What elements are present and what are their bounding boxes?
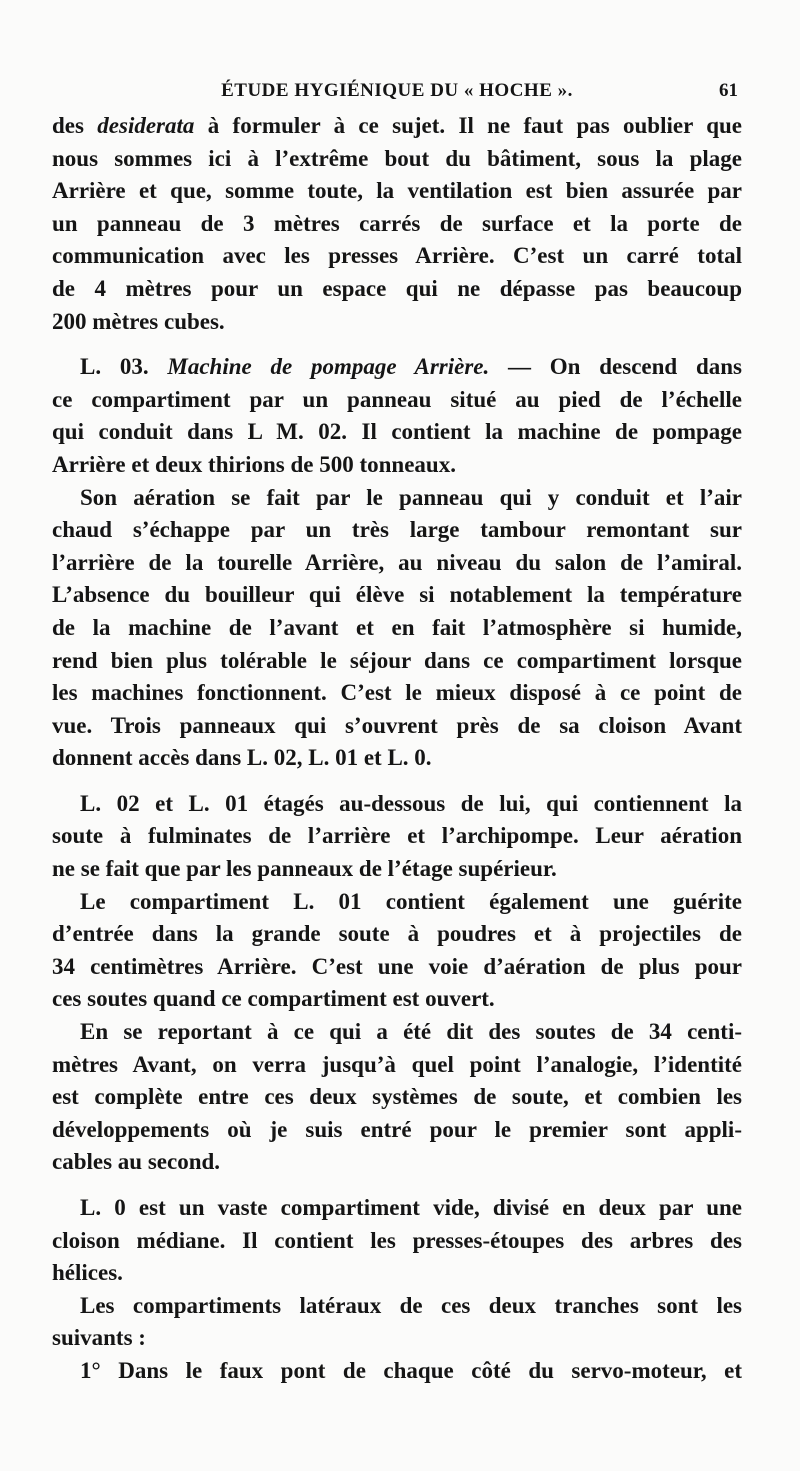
paragraph (52, 788, 742, 886)
text-line: cables au second. (52, 1149, 221, 1175)
text-line: chaud s’échappe par un très large tambour remontant sur (52, 517, 742, 543)
text-line: 200 mètres cubes. (52, 308, 225, 334)
paragraph (52, 886, 742, 1016)
text-line: suivants : (52, 1325, 146, 1351)
paragraph (52, 1355, 742, 1388)
paragraph (52, 110, 742, 338)
text-line: L. 0 est un vaste compartiment vide, divisé en deux par une (80, 1195, 742, 1220)
text-line: 1° Dans le faux pont de chaque côté du servo-moteur, et (80, 1357, 742, 1383)
body-text (52, 110, 742, 1388)
text-line: L. 02 et L. 01 étagés au-dessous de lui, qui contiennent la (80, 790, 742, 816)
text-line: de 4 mètres pour un espace qui ne dépasse pas beaucoup (52, 275, 742, 301)
page-number: 61 (719, 80, 738, 101)
paragraph (52, 482, 742, 775)
text-segment: — On descend dans (489, 354, 742, 380)
text-line: nous sommes ici à l’extrême bout du bâtiment, sous la plage (52, 145, 742, 171)
section-label: L. 03. (80, 354, 168, 380)
text-line: d’entrée dans la grande soute à poudres et à projectiles de (52, 921, 742, 947)
text-line: développements où je suis entré pour le premier sont appli- (52, 1116, 742, 1142)
text-line: L’absence du bouilleur qui élève si notablement la température (52, 582, 742, 608)
text-line: Arrière et deux thirions de 500 tonneaux. (52, 451, 456, 477)
text-line: mètres Avant, on verra jusqu’à quel point l’analogie, l’identité (52, 1051, 742, 1077)
text-line: les machines fonctionnent. C’est le mieux disposé à ce point de (52, 680, 742, 706)
paragraph (52, 1016, 742, 1179)
text-line: ce compartiment par un panneau situé au pied de l’échelle (52, 386, 742, 412)
paragraph (52, 1192, 742, 1290)
text-segment: à formuler à ce sujet. Il ne faut pas oublier que (194, 113, 742, 138)
text-line: ne se fait que par les panneaux de l’étage supérieur. (52, 856, 557, 882)
text-line (52, 351, 742, 384)
text-line: un panneau de 3 mètres carrés de surface et la porte de (52, 210, 742, 236)
text-segment: des (52, 113, 98, 138)
section-title: Machine de pompage Arrière. (167, 354, 490, 380)
text-line: de la machine de l’avant et en fait l’atmosphère si humide, (52, 614, 742, 640)
text-line: soute à fulminates de l’arrière et l’archipompe. Leur aération (52, 823, 742, 849)
text-line: ces soutes quand ce compartiment est ouvert. (52, 986, 495, 1012)
text-line: hélices. (52, 1260, 123, 1286)
text-line: est complète entre ces deux systèmes de soute, et combien les (52, 1084, 742, 1110)
running-title: ÉTUDE HYGIÉNIQUE DU « HOCHE ». (221, 80, 573, 101)
text-line: Les compartiments latéraux de ces deux tranches sont les (80, 1292, 742, 1318)
text-line: Arrière et que, somme toute, la ventilation est bien assurée par (52, 178, 742, 204)
paragraph (52, 1290, 742, 1355)
text-line: donnent accès dans L. 02, L. 01 et L. 0. (52, 745, 432, 771)
text-line: vue. Trois panneaux qui s’ouvrent près de sa cloison Avant (52, 712, 742, 738)
text-line: rend bien plus tolérable le séjour dans ce compartiment lorsque (52, 647, 742, 673)
italic-term: desiderata (97, 113, 195, 138)
paragraph (52, 351, 742, 481)
text-line: 34 centimètres Arrière. C’est une voie d’aération de plus pour (52, 953, 742, 979)
text-line: cloison médiane. Il contient les presses-étoupes des arbres des (52, 1227, 742, 1253)
text-line: En se reportant à ce qui a été dit des soutes de 34 centi- (80, 1019, 742, 1045)
text-line (52, 110, 742, 143)
running-header (52, 76, 742, 106)
text-line: Son aération se fait par le panneau qui y conduit et l’air (80, 484, 742, 510)
text-line: Le compartiment L. 01 contient également une guérite (80, 888, 742, 914)
text-line: communication avec les presses Arrière. C’est un carré total (52, 243, 742, 269)
text-line: qui conduit dans L M. 02. Il contient la machine de pompage (52, 419, 742, 445)
text-line: l’arrière de la tourelle Arrière, au niveau du salon de l’amiral. (52, 549, 742, 575)
